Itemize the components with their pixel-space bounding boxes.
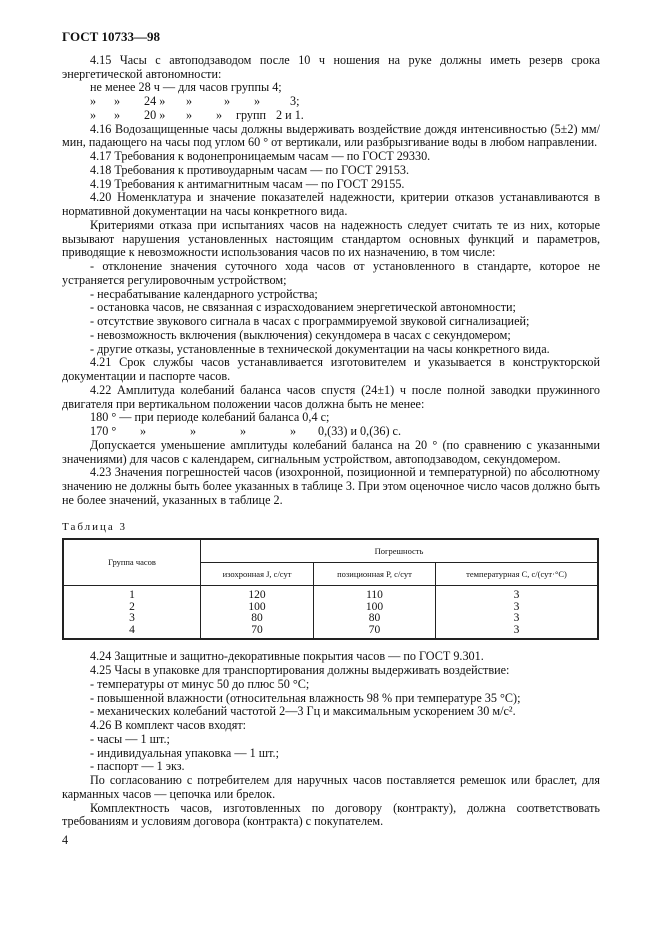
- period-value: 0,(33) и 0,(36) с.: [318, 424, 402, 438]
- group-value: 3;: [290, 94, 300, 108]
- cell-isochronous: 100: [201, 602, 314, 614]
- cell-positional: 100: [314, 602, 436, 614]
- clause-4-15: 4.15 Часы с автоподзаводом после 10 ч ношения на руке должны иметь резерв срока энергетической автономности:: [62, 52, 600, 81]
- clause-4-22: 4.22 Амплитуда колебаний баланса часов спустя (24±1) ч после полной заводки пружинного двигателя при вертикальном положении часов должна быть не менее:: [62, 382, 600, 411]
- clause-4-24: 4.24 Защитные и защитно-декоративные покрытия часов — по ГОСТ 9.301.: [90, 649, 484, 664]
- ditto-mark: »: [186, 94, 193, 108]
- failure-item: - несрабатывание календарного устройства;: [90, 286, 318, 301]
- cell-positional: 80: [314, 613, 436, 625]
- hours-value: 24 »: [144, 94, 166, 108]
- ditto-mark: »: [254, 94, 261, 108]
- error-table: [62, 538, 599, 640]
- amplitude-reduction-note: Допускается уменьшение амплитуды колебаний баланса на 20 ° (по сравнению с указанными значениями) для часов с календарем, сигнальным устройством, автоподзаводом, секундомером.: [62, 437, 600, 466]
- page-number: 4: [62, 833, 69, 847]
- failure-item: - остановка часов, не связанная с израсходованием энергетической автономности;: [90, 300, 516, 315]
- ditto-mark: »: [190, 424, 197, 438]
- failure-item: - другие отказы, установленные в технической документации на часы конкретного вида.: [90, 341, 550, 356]
- transport-item: - повышенной влажности (относительная влажность 98 % при температуре 35 °С);: [90, 690, 521, 705]
- group-value: 2 и 1.: [276, 107, 304, 122]
- hours-value: 20 »: [144, 107, 166, 122]
- kit-item: - часы — 1 шт.;: [90, 731, 170, 746]
- ditto-mark: »: [114, 107, 121, 122]
- groups-word: групп: [236, 107, 267, 122]
- document-page: [62, 30, 600, 848]
- cell-group: 4: [63, 625, 201, 640]
- ditto-mark: »: [224, 94, 231, 108]
- cell-temperature: 3: [436, 602, 598, 614]
- col-header-error: Погрешность: [201, 539, 599, 563]
- ditto-mark: »: [186, 107, 193, 122]
- col-header-positional: позиционная P, с/сут: [314, 563, 436, 586]
- cell-group: 2: [63, 602, 201, 614]
- kit-item: - паспорт — 1 экз.: [90, 759, 185, 774]
- col-header-isochronous: изохронная J, с/сут: [201, 563, 314, 586]
- table-row: [63, 625, 598, 640]
- clause-4-26: 4.26 В комплект часов входят:: [90, 718, 247, 732]
- cell-positional: 70: [314, 625, 436, 640]
- clause-4-25: 4.25 Часы в упаковке для транспортирования должны выдерживать воздействие:: [90, 663, 510, 677]
- table-row: [63, 586, 598, 602]
- clause-4-19: 4.19 Требования к антимагнитным часам — по ГОСТ 29155.: [90, 176, 405, 191]
- ditto-mark: »: [140, 424, 147, 438]
- transport-item: - механических колебаний частотой 2—3 Гц и максимальным ускорением 30 м/с².: [90, 704, 516, 719]
- cell-temperature: 3: [436, 586, 598, 602]
- clause-4-17: 4.17 Требования к водонепроницаемым часам — по ГОСТ 29330.: [90, 149, 431, 163]
- strap-note: По согласованию с потребителем для наручных часов поставляется ремешок или браслет, для карманных часов — цепочка или брелок.: [62, 773, 600, 801]
- ditto-mark: »: [90, 94, 97, 108]
- kit-item: - индивидуальная упаковка — 1 шт.;: [90, 745, 279, 760]
- col-header-temperature: температурная C, с/(сут·°С): [436, 563, 598, 586]
- clause-4-21: 4.21 Срок службы часов устанавливается изготовителем и указывается в конструкторской документации и паспорте часов.: [62, 355, 600, 383]
- ditto-mark: »: [240, 424, 247, 438]
- amplitude-line-2: [62, 425, 600, 439]
- cell-isochronous: 70: [201, 625, 314, 640]
- col-header-group: Группа часов: [63, 539, 201, 586]
- document-header: ГОСТ 10733—98: [62, 29, 161, 44]
- clause-4-18: 4.18 Требования к противоударным часам — по ГОСТ 29153.: [90, 162, 410, 177]
- cell-isochronous: 120: [201, 586, 314, 602]
- cell-temperature: 3: [436, 625, 598, 640]
- failure-item: - отсутствие звукового сигнала в часах с программируемой звуковой сигнализацией;: [90, 314, 530, 328]
- clause-4-20: 4.20 Номенклатура и значение показателей надежности, критерии отказов устанавливаются в нормативной документации на часы конкретного вида.: [62, 190, 600, 218]
- failure-item: - невозможность включения (выключения) секундомера в часах с секундомером;: [90, 327, 511, 342]
- ditto-mark: »: [114, 94, 121, 108]
- transport-item: - температуры от минус 50 до плюс 50 °С;: [90, 676, 310, 691]
- failure-item: - отклонение значения суточного хода часов от установленного в стандарте, которое не устраняется регулировочным устройством;: [62, 259, 600, 287]
- ditto-mark: »: [216, 107, 223, 122]
- failure-criteria-intro: Критериями отказа при испытаниях часов на надежность следует считать те из них, которые вызывают нарушения установленных настоящим стандартом основных функций и параметров, приводящие к невозможности использования часов по их назначению, в том числе:: [62, 217, 600, 260]
- cell-group: 1: [63, 586, 201, 602]
- ditto-mark: »: [290, 424, 297, 438]
- clause-4-16: 4.16 Водозащищенные часы должны выдерживать воздействие дождя интенсивностью (5±2) мм/мин, падающего на часы под углом 60 ° от вертикали, или разбрызгивание воды в любом направлении.: [62, 121, 600, 150]
- cell-isochronous: 80: [201, 613, 314, 625]
- clause-4-23: 4.23 Значения погрешностей часов (изохронной, позиционной и температурной) по абсолютному значению не должны быть более указанных в таблице 3. При этом оценочное число часов должно быть не более значений, указанных в таблице 2.: [62, 465, 600, 507]
- autonomy-line-3: [62, 109, 600, 123]
- autonomy-line-1: не менее 28 ч — для часов группы 4;: [90, 80, 282, 95]
- table-caption: Таблица 3: [62, 520, 128, 533]
- amplitude-value: 170 °: [90, 424, 117, 438]
- cell-positional: 110: [314, 586, 436, 602]
- contract-note: Комплектность часов, изготовленных по договору (контракту), должна соответствовать требованиям и условиям договора (контракта) с покупателем.: [62, 800, 600, 829]
- ditto-mark: »: [90, 107, 97, 122]
- cell-group: 3: [63, 613, 201, 625]
- autonomy-line-2: [62, 95, 600, 109]
- cell-temperature: 3: [436, 613, 598, 625]
- amplitude-line-1: 180 ° — при периоде колебаний баланса 0,4 с;: [90, 410, 330, 425]
